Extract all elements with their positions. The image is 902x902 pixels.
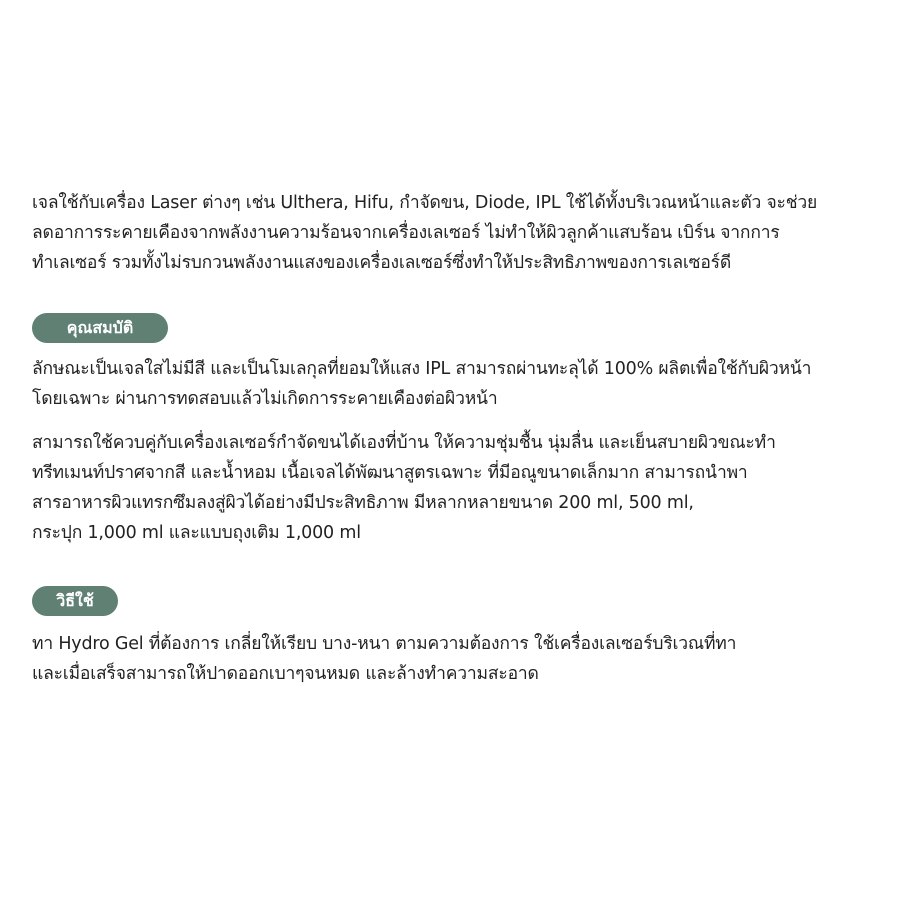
properties-paragraph-2 [32, 428, 882, 548]
properties-line: โดยเฉพาะ ผ่านการทดสอบแล้วไม่เกิดการระคายเคืองต่อผิวหน้า [32, 389, 498, 409]
properties-heading-badge: คุณสมบัติ [32, 313, 168, 343]
properties-line: สารอาหารผิวแทรกซึมลงสู่ผิวได้อย่างมีประสิทธิภาพ มีหลากหลายขนาด 200 ml, 500 ml, [32, 493, 694, 513]
usage-heading-badge: วิธีใช้ [32, 586, 118, 616]
properties-line: สามารถใช้ควบคู่กับเครื่องเลเซอร์กำจัดขนได้เองที่บ้าน ให้ความชุ่มชื้น นุ่มลื่น และเย็นสบายผิวขณะทำ [32, 433, 776, 453]
intro-line: เจลใช้กับเครื่อง Laser ต่างๆ เช่น Ulthera, Hifu, กำจัดขน, Diode, IPL ใช้ได้ทั้งบริเวณหน้าและตัว จะช่วย [32, 193, 818, 213]
intro-paragraph [32, 188, 882, 278]
properties-line: ทรีทเมนท์ปราศจากสี และน้ำหอม เนื้อเจลได้พัฒนาสูตรเฉพาะ ที่มีอณูขนาดเล็กมาก สามารถนำพา [32, 463, 748, 483]
usage-line: และเมื่อเสร็จสามารถให้ปาดออกเบาๆจนหมด และล้างทำความสะอาด [32, 664, 539, 684]
properties-line: กระปุก 1,000 ml และแบบถุงเติม 1,000 ml [32, 523, 361, 543]
intro-line: ทำเลเซอร์ รวมทั้งไม่รบกวนพลังงานแสงของเครื่องเลเซอร์ซึ่งทำให้ประสิทธิภาพของการเลเซอร์ดี [32, 253, 731, 273]
properties-line: ลักษณะเป็นเจลใสไม่มีสี และเป็นโมเลกุลที่ยอมให้แสง IPL สามารถผ่านทะลุได้ 100% ผลิตเพื่อใช้กับผิวหน้า [32, 359, 812, 379]
usage-paragraph [32, 629, 882, 689]
intro-line: ลดอาการระคายเคืองจากพลังงานความร้อนจากเครื่องเลเซอร์ ไม่ทำให้ผิวลูกค้าแสบร้อน เบิร์น จากการ [32, 223, 780, 243]
properties-paragraph-1 [32, 354, 882, 414]
usage-line: ทา Hydro Gel ที่ต้องการ เกลี่ยให้เรียบ บาง-หนา ตามความต้องการ ใช้เครื่องเลเซอร์บริเวณที่ทา [32, 634, 737, 654]
